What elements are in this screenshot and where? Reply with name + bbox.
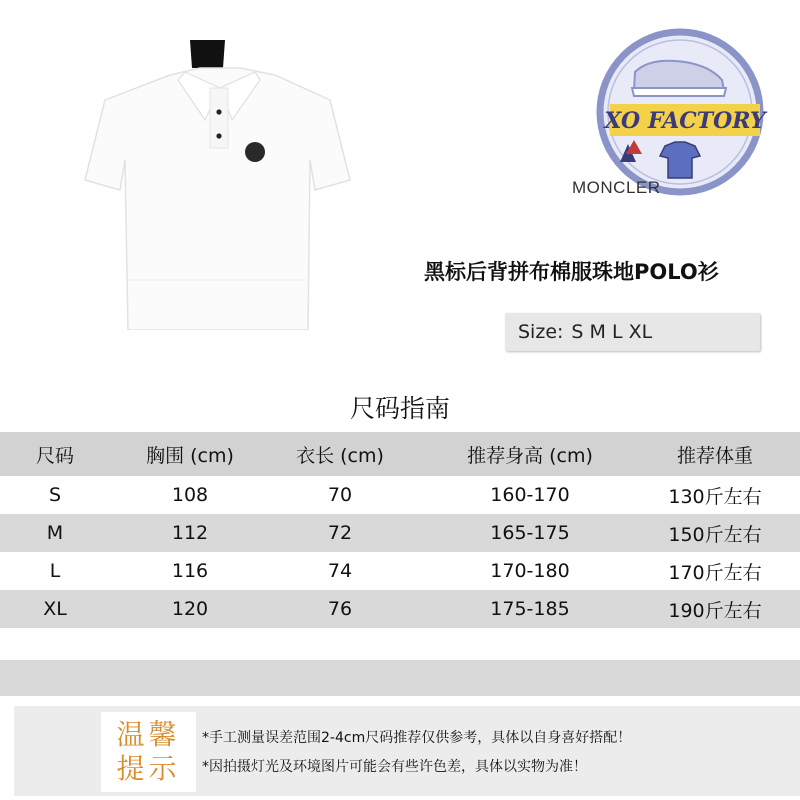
table-cell: S — [48, 484, 62, 506]
table-row — [0, 514, 800, 552]
table-cell: 108 — [171, 484, 209, 506]
table-cell: 130斤左右 — [668, 485, 762, 508]
table-cell: 165-175 — [490, 522, 570, 544]
table-cell: 112 — [171, 522, 209, 544]
table-row — [0, 476, 800, 514]
notice-line: *手工测量误差范围2-4cm尺码推荐仅供参考，具体以自身喜好搭配！ — [202, 730, 632, 746]
notice-badge-line2: 提示 — [116, 752, 181, 785]
header-cell: 推荐身高 (cm) — [467, 444, 593, 467]
divider-bar — [0, 660, 800, 696]
logo-patch-icon — [245, 142, 265, 162]
header-cell: 胸围 (cm) — [146, 444, 234, 467]
notice-panel — [14, 706, 800, 796]
table-cell: 160-170 — [490, 484, 570, 506]
logo-text: XO FACTORY — [604, 108, 766, 134]
table-cell: M — [46, 522, 64, 544]
size-label: Size: — [518, 321, 564, 343]
table-row — [0, 590, 800, 628]
table-cell: 72 — [327, 522, 353, 544]
table-cell: 116 — [171, 560, 209, 582]
table-cell: 150斤左右 — [668, 523, 762, 546]
size-box — [505, 313, 760, 351]
table-cell: 190斤左右 — [668, 599, 762, 622]
table-cell: 120 — [171, 598, 209, 620]
size-table — [0, 432, 800, 628]
header-cell: 推荐体重 — [676, 444, 753, 467]
notice-text — [202, 724, 631, 782]
table-cell: 175-185 — [490, 598, 570, 620]
table-cell: 70 — [327, 484, 353, 506]
notice-badge-line1: 温馨 — [116, 718, 181, 751]
table-cell: 170斤左右 — [668, 561, 762, 584]
brand-logo — [590, 22, 770, 202]
table-cell: XL — [43, 598, 67, 620]
notice-line: *因拍摄灯光及环境图片可能会有些许色差，具体以实物为准！ — [202, 759, 587, 775]
notice-badge — [101, 712, 196, 792]
header-cell: 尺码 — [35, 444, 74, 467]
size-values: S M L XL — [571, 321, 653, 343]
product-image — [60, 40, 370, 330]
product-title: 黑标后背拼布棉服珠地POLO衫 — [424, 260, 719, 284]
table-cell: 74 — [327, 560, 353, 582]
table-cell: L — [49, 560, 61, 582]
table-header — [0, 432, 800, 476]
table-row — [0, 552, 800, 590]
hanger-icon — [190, 40, 225, 68]
header-cell: 衣长 (cm) — [296, 444, 384, 467]
brand-name: MONCLER — [572, 178, 661, 197]
size-guide-title: 尺码指南 — [349, 394, 450, 423]
table-cell: 76 — [327, 598, 353, 620]
table-cell: 170-180 — [490, 560, 570, 582]
